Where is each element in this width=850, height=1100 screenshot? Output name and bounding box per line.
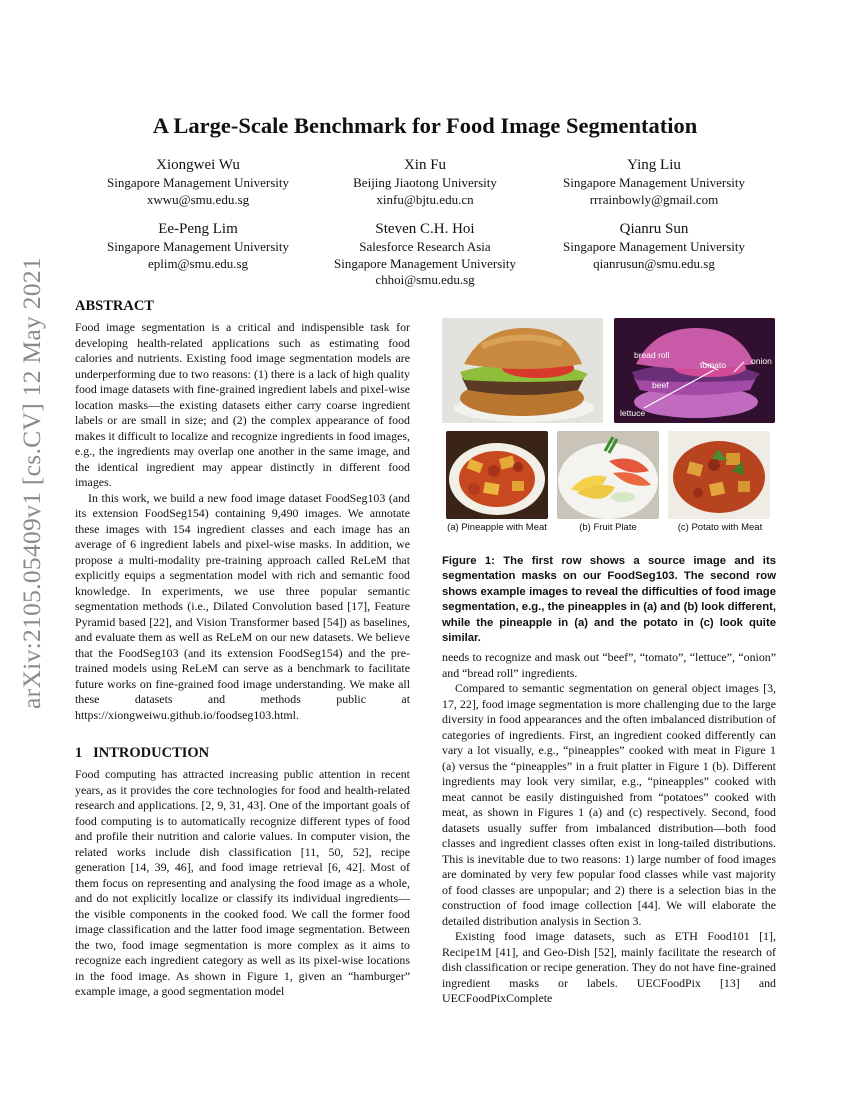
author-affiliation: Beijing Jiaotong University (353, 175, 497, 190)
author-email: qianrusun@smu.edu.sg (593, 255, 715, 271)
abstract-paragraph: Food image segmentation is a critical and indispensible task for developing health-related applications such as estimating food calories and nutrients. Existing food image segmentation models are underperforming due to two reasons: (1) there is a lack of high quality food image datasets with fine-grained ingredient labels and pixel-wise location masks—the existing datasets either carry coarse ingredient labels or are small in size; and (2) the complex appearance of food makes it difficult to localize and recognize ingredients in food images, e.g., the ingredients may overlap one another in the same image, and the identical ingredient may appear distinctly in different food images. (75, 320, 410, 489)
body-paragraph: needs to recognize and mask out “beef”, “tomato”, “lettuce”, “onion” and “bread roll” ingredients. (442, 650, 776, 680)
author-email: eplim@smu.edu.sg (147, 255, 249, 271)
body-paragraph: Compared to semantic segmentation on general object images [3, 17, 22], food image segmentation is more challenging due to the large diversity in food appearances and the often imbalanced distribution of categories of ingredients. First, an ingredient cooked differently can vary a lot visually, e.g., “pineapples” cooked with meat in Figure 1 (a) versus the “pineapples” in a fruit platter in Figure 1 (b). Different ingredients may look very similar, e.g., “pineapples” cooked with meat cannot be easily distinguished from “potatoes” cooked with meat, as shown in Figures 1 (a) and (c) respectively. Second, food datasets usually suffer from imbalanced distribution—both food classes and ingredient classes often exist in long-tailed distributions. This is inevitable due to two reasons: 1) large number of food images are dominated by very few popular food classes while vast majority of food classes are unpopular; and 2) there is a selection bias in the construction of food image collection [44]. We will elaborate the detailed distribution analysis in Section 3. (442, 681, 776, 928)
author-affiliation: Singapore Management University (107, 239, 289, 254)
introduction-heading (75, 745, 410, 762)
figure-1 (442, 318, 775, 536)
subcaption: (b) Fruit Plate (579, 522, 637, 533)
fruit-plate-image (557, 431, 659, 519)
author-affiliation: Singapore Management University (563, 239, 745, 254)
pineapple-with-meat-image (446, 431, 548, 519)
author-block (534, 156, 774, 208)
hamburger-source-image (442, 318, 603, 423)
body-paragraph: Existing food image datasets, such as ETH Food101 [1], Recipe1M [41], and Geo-Dish [52], mainly facilitate the research of dish classification or recipe generation. They do not have fine-grained ingredient masks or labels. UECFoodPix [13] and UECFoodPixComplete (442, 929, 776, 1005)
subcaption: (a) Pineapple with Meat (447, 522, 547, 533)
author-affiliation: Salesforce Research Asia (359, 239, 491, 254)
author-name: Qianru Sun (619, 221, 689, 237)
mask-label: lettuce (620, 408, 646, 418)
author-affiliation: Singapore Management University (334, 255, 516, 271)
abstract-body (75, 320, 410, 723)
author-email: chhoi@smu.edu.sg (375, 272, 475, 288)
author-name: Ying Liu (627, 157, 681, 173)
right-column-body (442, 650, 776, 1007)
author-block (78, 156, 318, 208)
mask-label: bread roll (634, 350, 670, 360)
subcaption: (c) Potato with Meat (677, 522, 763, 533)
paper-title: A Large-Scale Benchmark for Food Image Segmentation (152, 113, 698, 138)
abstract-paragraph: In this work, we build a new food image dataset FoodSeg103 (and its extension FoodSeg154) containing 9,490 images. We annotate these images with 154 ingredient classes and each image has an average of 6 ingredient labels and pixel-wise masks. In addition, we propose a multi-modality pre-training approach called ReLeM that explicitly equips a segmentation model with rich and semantic food knowledge. In experiments, we use three popular semantic segmentation methods (i.e., Dilated Convolution based [17], Feature Pyramid based [22], and Vision Transformer based [54]) as baselines, and evaluate them as well as ReLeM on our new datasets. We believe that the FoodSeg103 (and its extension FoodSeg154) and the pre-trained models using ReLeM can serve as a benchmark to facilitate future works on fine-grained food image understanding. We make all these datasets and methods public at https://xiongweiwu.github.io/foodseg103.html. (75, 490, 410, 722)
mask-label: beef (652, 380, 669, 390)
author-affiliation: Singapore Management University (107, 175, 289, 190)
author-name: Xin Fu (403, 157, 447, 173)
potato-with-meat-image (668, 431, 770, 519)
author-affiliation: Singapore Management University (563, 175, 745, 190)
left-column (75, 298, 410, 1000)
arxiv-side-stamp: arXiv:2105.05409v1 [cs.CV] 12 May 2021 (17, 257, 46, 709)
section-number: 1 (75, 745, 83, 761)
author-name: Steven C.H. Hoi (375, 221, 475, 237)
author-block (305, 220, 545, 289)
figure-caption: Figure 1: The first row shows a source image and its segmentation masks on our FoodSeg103. The second row shows example images to reveal the difficulties of food image segmentation, e.g., the pineapples in (a) and (b) look different, while the pineapple in (a) and the potato in (c) look quite similar. (442, 555, 776, 645)
mask-label: tomato (700, 360, 726, 370)
section-title: INTRODUCTION (93, 745, 210, 761)
hamburger-mask-image (614, 318, 775, 423)
author-block (534, 220, 774, 272)
author-email: xwwu@smu.edu.sg (146, 191, 250, 207)
introduction-paragraph: Food computing has attracted increasing public attention in recent years, as it provides the core technologies for food and health-related research and applications. [2, 9, 31, 43]. One of the important goals of food computing is to automatically recognize different types of food and profile their nutrition and calorie values. In computer vision, the related works include dish classification [11, 50, 52], recipe generation [14, 39, 46], and food image retrieval [6, 42]. Most of them focus on representing and analysing the food image as a whole, and do not explicitly localize or classify its individual ingredients—the visible components in the cooked food. We call the former food image classification and the latter food image segmentation. Between the two, food image segmentation is more complex as it aims to recognize each ingredient category as well as its pixel-wise locations in the food image. As shown in Figure 1, given an “hamburger” example image, a good segmentation model (75, 767, 410, 998)
author-block (78, 220, 318, 272)
author-email: rrrainbowly@gmail.com (589, 191, 719, 207)
author-email: xinfu@bjtu.edu.cn (376, 191, 474, 207)
author-block (305, 156, 545, 208)
mask-label: onion (751, 356, 772, 366)
abstract-heading: ABSTRACT (75, 298, 154, 314)
introduction-body (75, 767, 410, 1000)
author-name: Xiongwei Wu (156, 157, 240, 173)
author-name: Ee-Peng Lim (158, 221, 238, 237)
